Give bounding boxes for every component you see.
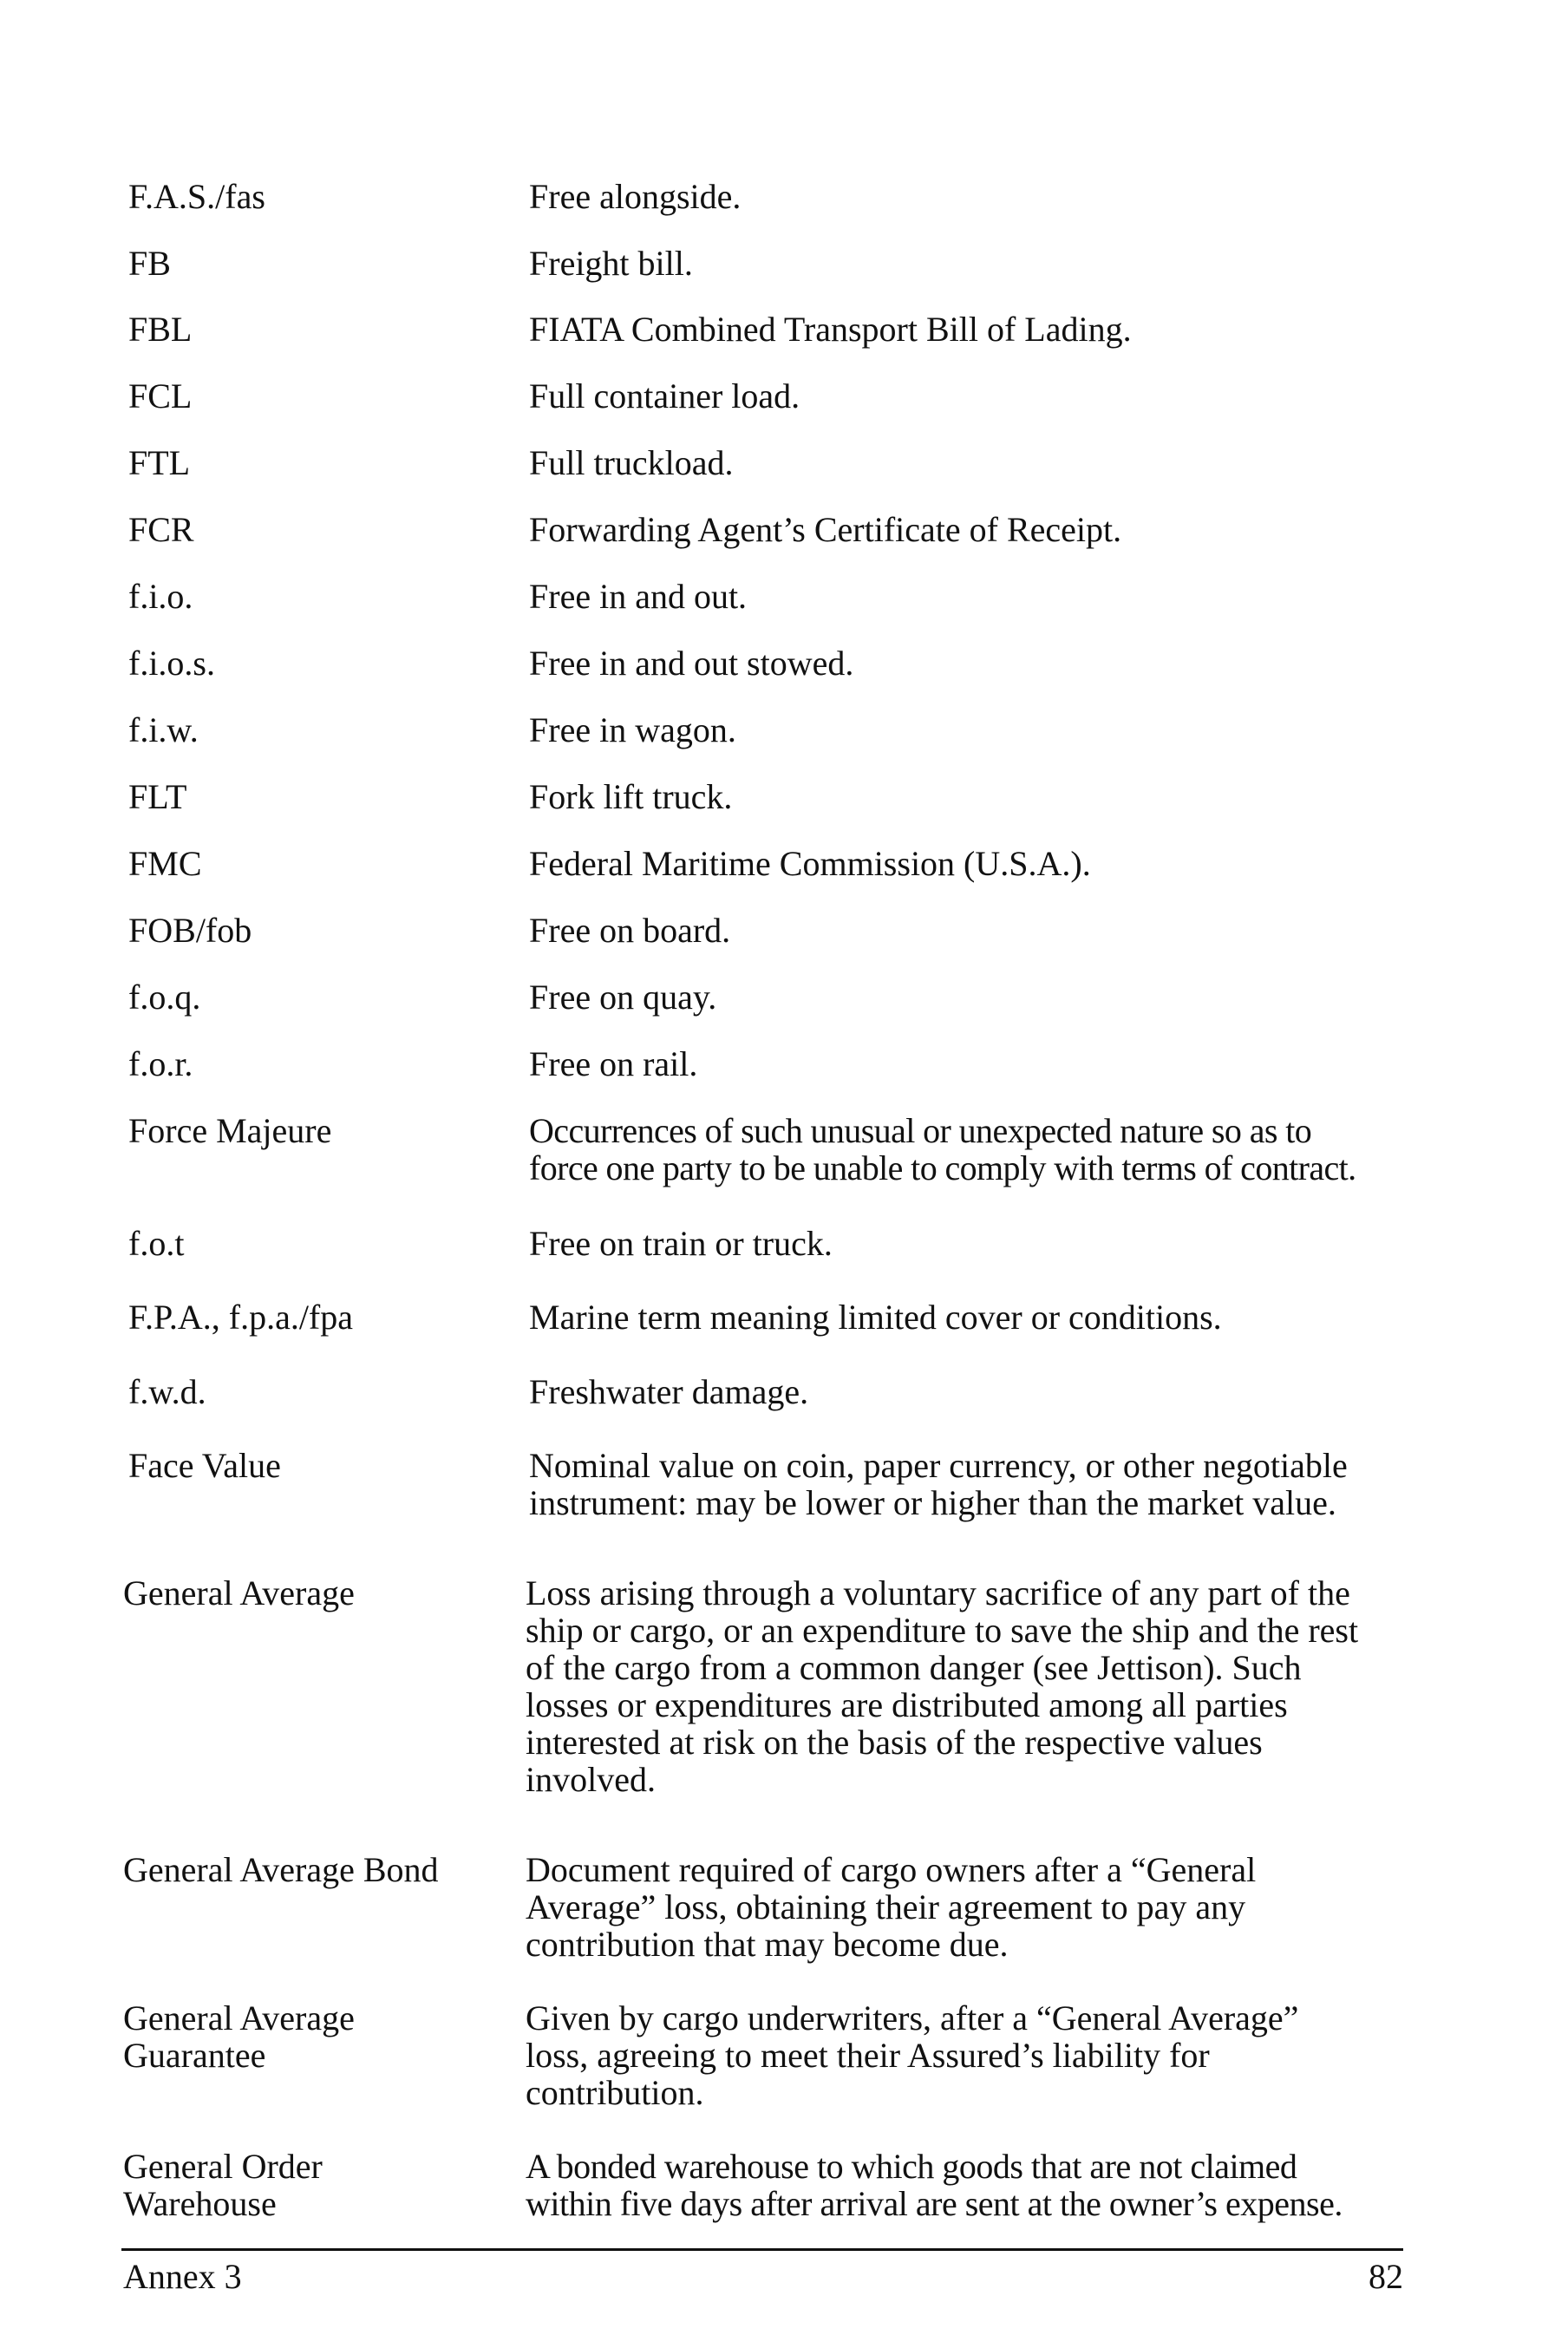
page-number: 82 bbox=[1369, 2257, 1403, 2296]
glossary-term: f.o.r. bbox=[128, 1044, 193, 1083]
glossary-definition: Document required of cargo owners after a “General Average” loss, obtaining their agreement to pay any contribution that may become due. bbox=[526, 1850, 1257, 1964]
glossary-definition: Free on board. bbox=[529, 911, 731, 950]
glossary-term: Force Majeure bbox=[128, 1111, 332, 1150]
glossary-definition: Free on rail. bbox=[529, 1044, 698, 1083]
glossary-definition: Occurrences of such unusual or unexpected nature so as to force one party to be unable to comply with terms of contract. bbox=[529, 1111, 1356, 1187]
glossary-term: f.w.d. bbox=[128, 1372, 206, 1411]
glossary-term: FB bbox=[128, 244, 171, 283]
glossary-definition: FIATA Combined Transport Bill of Lading. bbox=[529, 310, 1132, 349]
glossary-term: f.i.o. bbox=[128, 577, 193, 616]
glossary-definition: Free alongside. bbox=[529, 177, 742, 216]
glossary-term: FOB/fob bbox=[128, 911, 252, 950]
glossary-term: FCR bbox=[128, 510, 194, 549]
glossary-term: f.i.w. bbox=[128, 710, 199, 749]
glossary-definition: Federal Maritime Commission (U.S.A.). bbox=[529, 844, 1091, 883]
glossary-term: General Average Guarantee bbox=[123, 1998, 355, 2075]
glossary-term: F.A.S./fas bbox=[128, 177, 265, 216]
glossary-term: FMC bbox=[128, 844, 202, 883]
footer-section-label: Annex 3 bbox=[123, 2257, 242, 2296]
glossary-term: f.o.q. bbox=[128, 978, 201, 1017]
glossary-definition: Fork lift truck. bbox=[529, 777, 733, 816]
glossary-definition: Free on train or truck. bbox=[529, 1224, 833, 1263]
glossary-definition: Forwarding Agent’s Certificate of Receipt. bbox=[529, 510, 1122, 549]
glossary-term: General Average Bond bbox=[123, 1850, 439, 1889]
glossary-term: Face Value bbox=[128, 1446, 281, 1485]
glossary-term: FBL bbox=[128, 310, 193, 349]
glossary-term: f.i.o.s. bbox=[128, 644, 215, 683]
glossary-term: F.P.A., f.p.a./fpa bbox=[128, 1298, 354, 1337]
glossary-definition: Freight bill. bbox=[529, 244, 693, 283]
glossary-definition: Full container load. bbox=[529, 376, 800, 415]
glossary-term: General Average bbox=[123, 1573, 355, 1612]
glossary-definition: Free in wagon. bbox=[529, 710, 736, 749]
glossary-definition: Free in and out. bbox=[529, 577, 748, 616]
glossary-definition: Loss arising through a voluntary sacrifice of any part of the ship or cargo, or an expenditure to save the ship and the rest of the cargo from a common danger (see Jettison). Such losses or expenditures are distributed among all parties interested at risk on the basis of the respective values involved. bbox=[526, 1573, 1359, 1799]
glossary-definition: A bonded warehouse to which goods that are not claimed within five days after arrival are sent at the owner’s expense. bbox=[526, 2147, 1343, 2223]
glossary-term: f.o.t bbox=[128, 1224, 185, 1263]
footer-divider bbox=[121, 2248, 1403, 2251]
glossary-definition: Full truckload. bbox=[529, 443, 734, 482]
glossary-term: General Order Warehouse bbox=[123, 2147, 323, 2223]
glossary-definition: Given by cargo underwriters, after a “General Average” loss, agreeing to meet their Assured’s liability for contribution. bbox=[526, 1998, 1299, 2112]
glossary-definition: Freshwater damage. bbox=[529, 1372, 809, 1411]
glossary-definition: Marine term meaning limited cover or conditions. bbox=[529, 1298, 1222, 1337]
glossary-term: FLT bbox=[128, 777, 187, 816]
glossary-term: FTL bbox=[128, 443, 191, 482]
glossary-term: FCL bbox=[128, 376, 193, 415]
glossary-definition: Free on quay. bbox=[529, 978, 717, 1017]
glossary-definition: Nominal value on coin, paper currency, or other negotiable instrument: may be lower or higher than the market value. bbox=[529, 1446, 1348, 1522]
glossary-definition: Free in and out stowed. bbox=[529, 644, 854, 683]
